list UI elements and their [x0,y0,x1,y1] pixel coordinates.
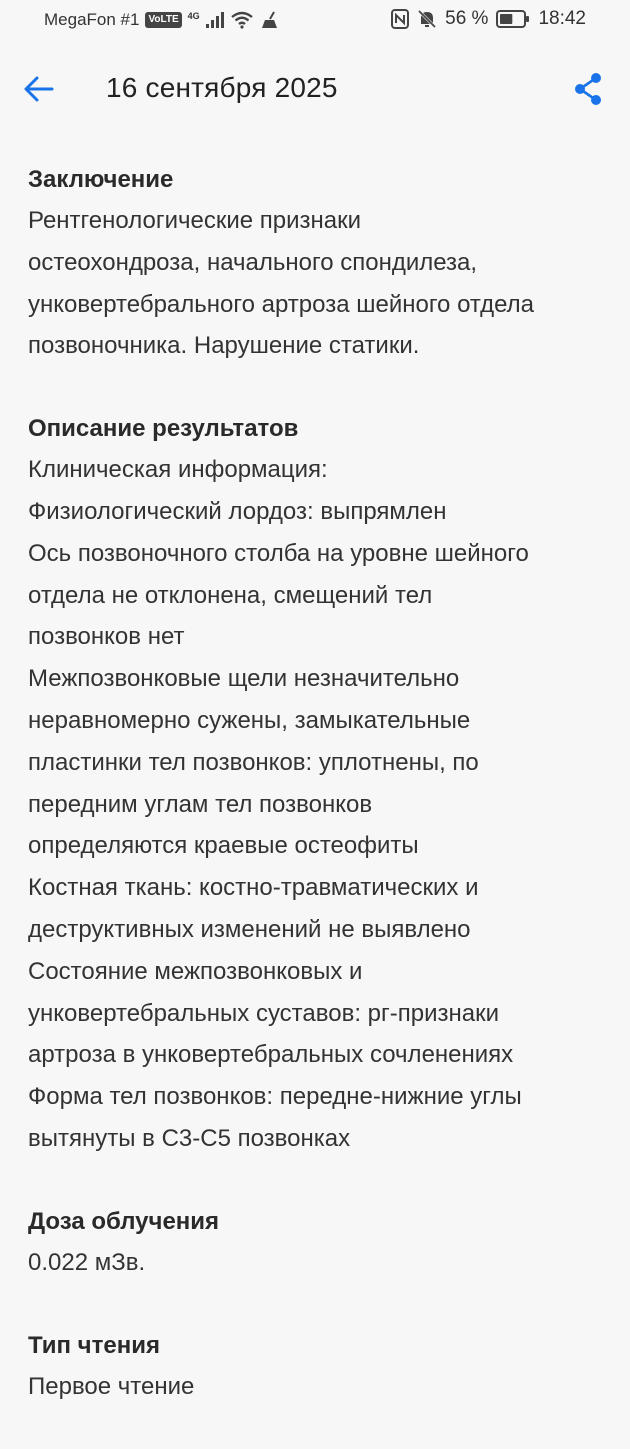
section-title: Тип чтения [28,1331,160,1359]
section-text-line: Ось позвоночного столба на уровне шейного [28,539,529,567]
arrow-left-icon [22,72,56,106]
section-text-line: неравномерно сужены, замыкательные [28,706,471,734]
status-bar [0,0,630,40]
section-text-line: унковертебральных суставов: рг-признаки [28,999,500,1027]
report-content [28,160,608,1449]
section-text-line: 0.022 мЗв. [28,1248,146,1276]
volte-badge: VoLTE [145,12,181,28]
report-section [28,1202,608,1284]
section-text-line: пластинки тел позвонков: уплотнены, по [28,748,479,776]
section-text-line: определяются краевые остеофиты [28,832,419,860]
section-text-line: Межпозвонковые щели незначительно [28,665,460,693]
section-text-line: Рентгенологические признаки [28,207,362,234]
battery-percent: 56 % [445,8,489,29]
clock: 18:42 [538,8,586,29]
section-text-line: позвоночника. Нарушение статики. [28,332,420,360]
mute-bell-icon [417,9,437,29]
carrier-name: MegaFon #1 [44,10,140,29]
section-text-line: Форма тел позвонков: передне-нижние углы [28,1083,522,1111]
share-icon [572,72,604,106]
section-text-line: Состояние межпозвонковых и [28,957,363,985]
section-text-line: унковертебрального артроза шейного отдела [28,290,534,318]
section-text-line: остеохондроза, начального спондилеза, [28,248,478,276]
section-text-line: вытянуты в С3-С5 позвонках [28,1124,351,1152]
back-button[interactable] [22,72,56,106]
status-right [391,8,586,30]
report-section [28,409,608,1160]
signal-icon [206,12,224,28]
status-left [44,10,280,30]
wifi-icon [230,11,254,29]
network-type: 4G [187,10,200,21]
section-title: Описание результатов [28,415,299,443]
section-text-line: позвонков нет [28,623,185,651]
battery-icon [496,10,530,28]
section-title: Доза облучения [28,1207,220,1235]
page-title: 16 сентября 2025 [106,72,338,103]
section-text-line: отдела не отклонена, смещений тел [28,581,433,609]
top-app-bar [0,62,630,118]
section-text-line: Физиологический лордоз: выпрямлен [28,497,447,525]
share-button[interactable] [572,72,604,106]
report-section [28,1326,608,1408]
section-text-line: деструктивных изменений не выявлено [28,915,471,943]
broom-icon [260,11,280,29]
section-text-line: Первое чтение [28,1372,195,1400]
nfc-icon [391,9,409,29]
section-text-line: Костная ткань: костно-травматических и [28,874,479,902]
section-text-line: Клиническая информация: [28,456,328,484]
report-section [28,160,608,367]
section-title: Заключение [28,166,174,193]
section-text-line: артроза в унковертебральных сочленениях [28,1041,514,1069]
section-text-line: передним углам тел позвонков [28,790,373,818]
